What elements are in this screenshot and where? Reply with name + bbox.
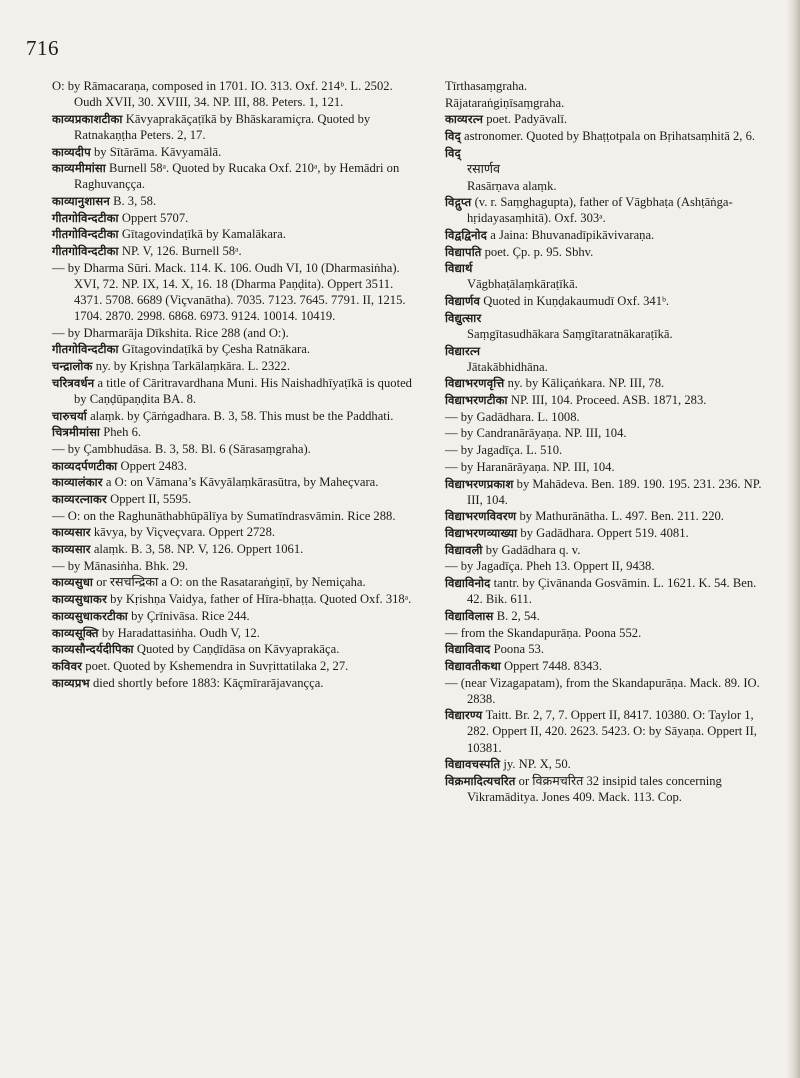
index-entry	[445, 78, 770, 94]
entry-text: or रसचन्द्रिका a O: on the Rasataraṅgiṇī, by Nemiçaha.	[96, 575, 366, 590]
entry-text: alaṃk. by Çārṅgadhara. B. 3, 58. This must be the Paddhati.	[90, 408, 394, 423]
entry-headword: विद्	[445, 129, 461, 144]
entry-headword: विद्याविलास	[445, 608, 494, 623]
index-entry	[52, 675, 414, 691]
index-entry	[52, 591, 414, 607]
index-entry	[445, 409, 770, 425]
entry-text: by Gadādhara q. v.	[485, 542, 581, 557]
index-entry	[445, 260, 770, 292]
entry-text: — by Jagadīça. L. 510.	[445, 443, 563, 458]
index-entry	[52, 491, 414, 507]
entry-headword: काव्यानुशासन	[52, 194, 110, 209]
entry-text: — by Gadādhara. L. 1008.	[445, 409, 580, 424]
entry-text: — from the Skandapurāṇa. Poona 552.	[445, 625, 642, 640]
entry-text: died shortly before 1883: Kāçmīrarājavançça.	[93, 675, 324, 690]
entry-headword: काव्यसार	[52, 542, 91, 557]
entry-text: — by Haranārāyaṇa. NP. III, 104.	[445, 459, 615, 474]
index-entry	[445, 575, 770, 607]
index-entry	[445, 111, 770, 127]
index-entry	[445, 707, 770, 755]
index-entry	[445, 95, 770, 111]
entry-text: Oppert 5707.	[121, 210, 189, 225]
entry-headword: काव्यरत्नाकर	[52, 492, 107, 507]
entry-headword: काव्यसुधा	[52, 575, 94, 590]
entry-text: poet. Quoted by Kshemendra in Suvṛittatilaka 2, 27.	[85, 658, 349, 673]
entry-text: Rājataraṅgiṇīsaṃgraha.	[445, 95, 565, 110]
index-entry	[445, 227, 770, 243]
entry-text: a Jaina: Bhuvanadīpikāvivaraṇa.	[490, 228, 655, 242]
entry-headword: विद्यापति	[445, 244, 482, 259]
entry-headword: विद्यारण्य	[445, 708, 483, 723]
index-entry	[445, 459, 770, 475]
entry-text: poet. Padyāvalī.	[486, 112, 567, 127]
entry-text: — by Candranārāyaṇa. NP. III, 104.	[445, 426, 627, 441]
index-entry	[445, 343, 770, 375]
entry-text: Oppert II, 5595.	[110, 492, 192, 507]
entry-text: poet. Çp. p. 95. Sbhv.	[484, 244, 594, 259]
entry-headword: विद्यावचस्पति	[445, 757, 501, 772]
index-entry	[445, 675, 770, 707]
index-entry	[52, 325, 414, 341]
entry-headword: गीतगोविन्दटीका	[52, 342, 119, 357]
index-entry	[52, 574, 414, 590]
entry-headword: विद्यार्णव	[445, 294, 481, 309]
entry-text: — O: on the Raghunāthabhūpālīya by Sumatīndrasvāmin. Rice 288.	[52, 508, 396, 523]
index-entry	[52, 558, 414, 574]
index-entry	[52, 641, 414, 657]
index-entry	[52, 408, 414, 424]
entry-headword: विद्वद्विनोद	[445, 228, 488, 242]
entry-headword: विद्	[445, 145, 461, 160]
index-entry	[52, 625, 414, 641]
index-entry	[445, 392, 770, 408]
entry-headword: विद्याभरणवृत्ति	[445, 376, 505, 391]
entry-headword: काव्यालंकार	[52, 475, 103, 490]
entry-headword: चरित्रवर्धन	[52, 375, 95, 390]
index-entry	[52, 524, 414, 540]
entry-text: — by Mānasiṅha. Bhk. 29.	[52, 558, 189, 573]
entry-text: NP. III, 104. Proceed. ASB. 1871, 283.	[510, 393, 707, 408]
entry-text: Gītagovindaṭīkā by Kamalākara.	[121, 227, 286, 242]
index-entry	[52, 458, 414, 474]
entry-text: B. 3, 58.	[113, 194, 157, 209]
entry-text: by Haradattasiṅha. Oudh V, 12.	[101, 625, 260, 640]
entry-headword: कविवर	[52, 658, 83, 673]
index-entry	[52, 243, 414, 259]
page-number: 716	[26, 36, 59, 60]
index-entry	[445, 625, 770, 641]
entry-headword: काव्यसार	[52, 525, 91, 540]
entry-text: Tīrthasaṃgraha.	[445, 79, 528, 93]
entry-text: astronomer. Quoted by Bhaṭṭotpala on Bṛihatsaṃhitā 2, 6.	[464, 129, 756, 144]
index-entry	[52, 658, 414, 674]
index-entry	[445, 756, 770, 772]
entry-headword: चारुचर्या	[52, 408, 87, 423]
left-column	[52, 78, 414, 691]
index-entry	[445, 525, 770, 541]
index-entry	[52, 78, 414, 110]
index-entry	[52, 210, 414, 226]
index-entry	[445, 194, 770, 226]
entry-headword: विद्यार्थ	[445, 261, 473, 276]
index-entry	[445, 293, 770, 309]
entry-headword: काव्यदीप	[52, 144, 91, 159]
entry-text: B. 2, 54.	[496, 608, 540, 623]
entry-headword: विद्युत्सार	[445, 310, 482, 325]
index-entry	[52, 608, 414, 624]
entry-text: Quoted by Caṇḍīdāsa on Kāvyaprakāça.	[136, 642, 340, 657]
entry-headword: विद्याभरणविवरण	[445, 509, 517, 524]
entry-subtitle: Jātakābhidhāna.	[467, 359, 548, 374]
entry-text: Taitt. Br. 2, 7, 7. Oppert II, 8417. 10380. O: Taylor 1, 282. Oppert II, 420. 2623. 5423. O: by Sāyaṇa. Oppert II, 10381.	[467, 708, 757, 755]
entry-text: Rasārṇava alaṃk.	[467, 178, 557, 193]
entry-headword: विद्यावली	[445, 542, 483, 557]
entry-subtitle: रसार्णव	[467, 161, 501, 176]
entry-text: Oppert 7448. 8343.	[504, 658, 602, 673]
entry-text: Oppert 2483.	[120, 458, 187, 473]
index-entry	[445, 608, 770, 624]
entry-headword: गीतगोविन्दटीका	[52, 227, 119, 242]
index-entry	[445, 542, 770, 558]
entry-headword: काव्यमीमांसा	[52, 161, 106, 176]
index-entry	[445, 508, 770, 524]
entry-text: NP. V, 126. Burnell 58ᵃ.	[121, 244, 242, 259]
index-entry	[52, 424, 414, 440]
entry-text: by Mahādeva. Ben. 189. 190. 195. 231. 236. NP. III, 104.	[467, 476, 762, 507]
entry-text: by Sītārāma. Kāvyamālā.	[94, 144, 222, 159]
entry-headword: काव्यसुधाकरटीका	[52, 608, 128, 623]
entry-headword: काव्यसूक्ति	[52, 625, 99, 640]
entry-text: — by Dharmarāja Dīkshita. Rice 288 (and O:).	[52, 325, 289, 340]
entry-text: — by Dharma Sūri. Mack. 114. K. 106. Oudh VI, 10 (Dharmasiṅha). XVI, 72. NP. IX, 14. X, 16. 18 (Dharma Paṇḍita). Oppert 3511. 4371. 5708. 6689 (Viçvanātha). 7035. 7123. 7645. 7791. II, 1215. 1704. 2870. 2998. 6868. 6973. 9124. 10014. 10419.	[52, 260, 406, 324]
index-entry	[52, 358, 414, 374]
index-entry	[445, 773, 770, 805]
index-entry	[52, 144, 414, 160]
entry-text: by Çrīnivāsa. Rice 244.	[131, 608, 250, 623]
index-entry	[52, 260, 414, 324]
index-entry	[52, 111, 414, 143]
index-entry	[445, 375, 770, 391]
index-entry	[445, 476, 770, 508]
index-entry	[445, 641, 770, 657]
entry-text: tantr. by Çivānanda Gosvāmin. L. 1621. K. 54. Ben. 42. Bik. 611.	[467, 576, 757, 607]
index-entry	[52, 441, 414, 457]
entry-headword: विद्याभरणटीका	[445, 393, 508, 408]
index-entry	[52, 474, 414, 490]
entry-text: jy. NP. X, 50.	[503, 757, 571, 772]
entry-headword: विद्याभरणव्याख्या	[445, 526, 518, 540]
entry-text: a O: on Vāmana’s Kāvyālaṃkārasūtra, by Maheçvara.	[105, 475, 379, 490]
index-entry	[52, 508, 414, 524]
entry-text: Poona 53.	[493, 642, 544, 657]
entry-headword: काव्यसुधाकर	[52, 592, 107, 607]
entry-headword: चित्रमीमांसा	[52, 425, 101, 440]
entry-headword: काव्यप्रकाशटीका	[52, 111, 123, 126]
index-entry	[52, 160, 414, 192]
entry-text: Burnell 58ᵃ. Quoted by Rucaka Oxf. 210ᵃ, by Hemādri on Raghuvançça.	[74, 161, 400, 192]
right-column	[445, 78, 770, 806]
index-entry	[52, 541, 414, 557]
entry-text: ny. by Kṛishṇa Tarkālaṃkāra. L. 2322.	[95, 359, 290, 374]
entry-headword: विद्गुप्त	[445, 195, 472, 210]
entry-text: O: by Rāmacaraṇa, composed in 1701. IO. 313. Oxf. 214ᵇ. L. 2502. Oudh XVII, 30. XVIII, 34. NP. III, 88. Peters. 1, 121.	[52, 79, 393, 110]
entry-subtitle: Saṃgītasudhākara Saṃgītaratnākaraṭīkā.	[467, 326, 673, 341]
entry-text: Kāvyaprakāçaṭīkā by Bhāskaramiçra. Quoted by Ratnakaṇṭha Peters. 2, 17.	[74, 111, 371, 142]
entry-text: a title of Cāritravardhana Muni. His Naishadhīyaṭīkā is quoted by Caṇḍūpaṇḍita BA. 8.	[74, 375, 412, 406]
entry-text: by Kṛishṇa Vaidya, father of Hīra-bhaṭṭa. Quoted Oxf. 318ᵃ.	[110, 592, 412, 607]
index-entry	[445, 145, 770, 194]
entry-headword: विद्यारत्न	[445, 343, 481, 358]
page-binding-shadow	[786, 0, 800, 1078]
entry-text: ny. by Kāliçaṅkara. NP. III, 78.	[507, 376, 665, 391]
entry-text: — by Çambhudāsa. B. 3, 58. Bl. 6 (Sārasaṃgraha).	[52, 441, 311, 456]
entry-text: Gītagovindaṭīkā by Çesha Ratnākara.	[121, 342, 310, 357]
entry-headword: काव्यदर्पणटीका	[52, 458, 118, 473]
index-entry	[445, 128, 770, 144]
index-entry	[445, 310, 770, 342]
entry-text: by Mathurānātha. L. 497. Ben. 211. 220.	[519, 509, 724, 524]
entry-text: Pheh 6.	[103, 425, 142, 440]
entry-text: — (near Vizagapatam), from the Skandapurāṇa. Mack. 89. IO. 2838.	[445, 675, 760, 706]
entry-headword: विद्यावतीकथा	[445, 658, 501, 673]
entry-text: by Gadādhara. Oppert 519. 4081.	[520, 526, 689, 540]
entry-headword: विक्रमादित्यचरित	[445, 773, 516, 788]
entry-headword: गीतगोविन्दटीका	[52, 244, 119, 259]
entry-text: Quoted in Kuṇḍakaumudī Oxf. 341ᵇ.	[483, 294, 670, 309]
index-entry	[52, 375, 414, 407]
entry-headword: काव्यसौन्दर्यदीपिका	[52, 642, 134, 657]
entry-text: — by Jagadīça. Pheh 13. Oppert II, 9438.	[445, 559, 655, 574]
entry-text: alaṃk. B. 3, 58. NP. V, 126. Oppert 1061.	[93, 542, 304, 557]
index-entry	[445, 425, 770, 441]
entry-headword: विद्याविनोद	[445, 576, 491, 591]
index-entry	[445, 244, 770, 260]
entry-headword: विद्याभरणप्रकाश	[445, 476, 514, 491]
entry-headword: काव्यप्रभ	[52, 675, 90, 690]
index-entry	[445, 442, 770, 458]
index-entry	[52, 341, 414, 357]
entry-subtitle: Vāgbhaṭālaṃkāraṭīkā.	[467, 277, 578, 292]
index-entry	[52, 226, 414, 242]
entry-headword: गीतगोविन्दटीका	[52, 210, 119, 225]
entry-headword: काव्यरत्न	[445, 112, 484, 127]
entry-text: or विक्रमचरित 32 insipid tales concerning Vikramāditya. Jones 409. Mack. 113. Cop.	[467, 773, 722, 805]
entry-text: kāvya, by Viçveçvara. Oppert 2728.	[93, 525, 276, 540]
entry-headword: विद्याविवाद	[445, 642, 491, 657]
entry-text: (v. r. Saṃghagupta), father of Vāgbhaṭa (Ashṭāṅga-hṛidayasaṃhitā). Oxf. 303ᵃ.	[467, 195, 733, 226]
index-entry	[445, 558, 770, 574]
index-entry	[445, 658, 770, 674]
entry-headword: चन्द्रालोक	[52, 359, 93, 374]
index-entry	[52, 193, 414, 209]
